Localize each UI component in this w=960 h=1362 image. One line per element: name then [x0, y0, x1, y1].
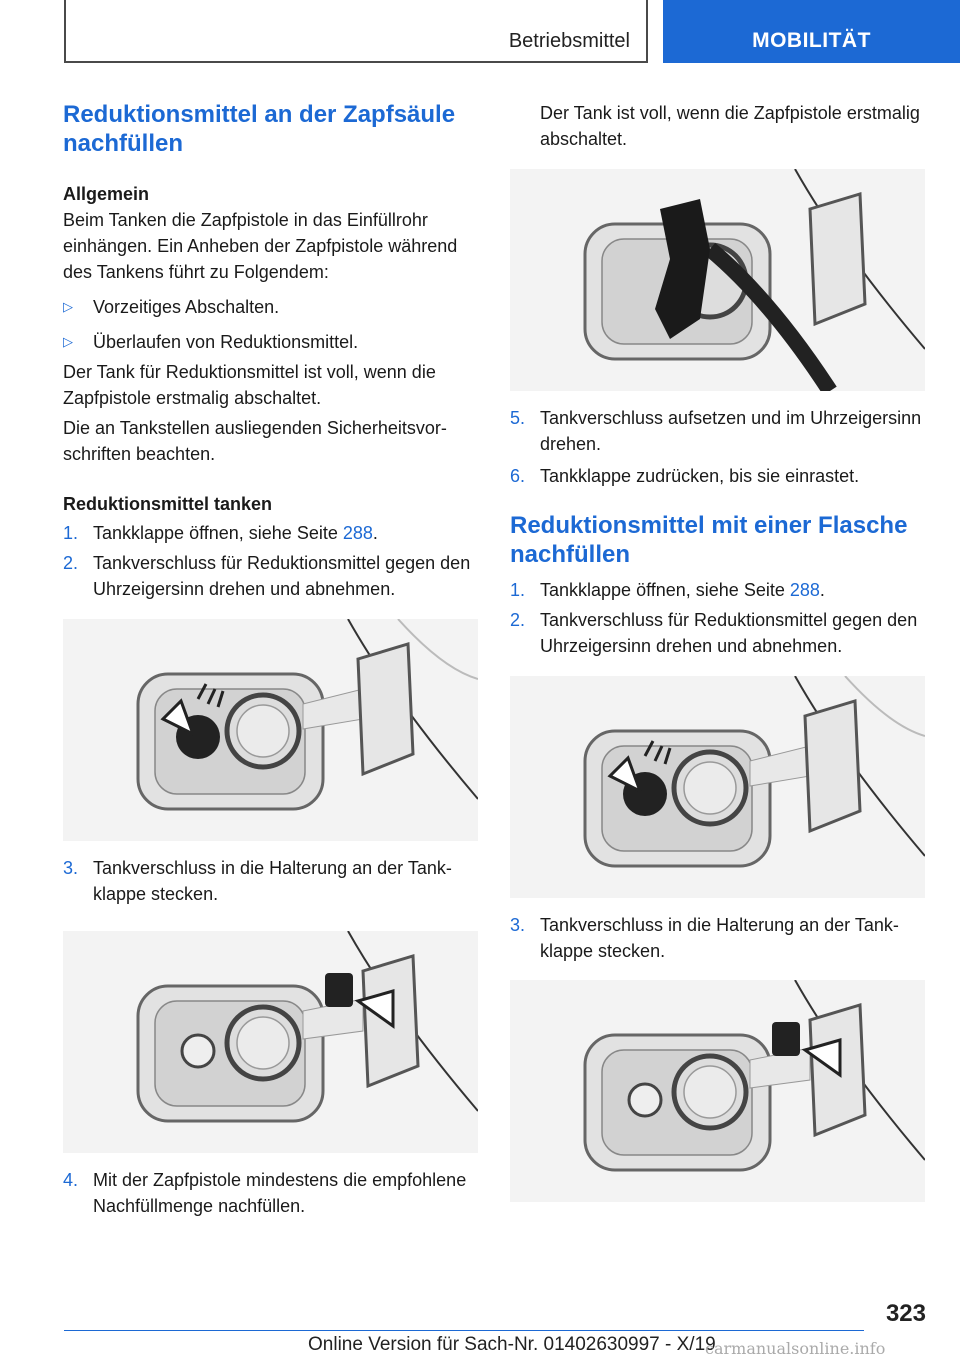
image-nozzle-filling: [510, 169, 925, 391]
bullet-item: ▷ Überlaufen von Reduktionsmittel.: [63, 329, 478, 355]
header-section-box: [64, 0, 648, 63]
page-link[interactable]: 288: [342, 523, 373, 543]
right-column: [510, 100, 925, 1202]
step-item: 1. Tankklappe öffnen, siehe Seite 288.: [63, 523, 378, 543]
page-link[interactable]: 288: [789, 580, 820, 600]
header-chapter-tab[interactable]: MOBILITÄT: [663, 0, 960, 63]
paragraph: Beim Tanken die Zapfpistole in das Einfüllrohr einhängen. Ein Anheben der Zapfpistole während des Tankens führt zu Folgendem:: [63, 210, 458, 282]
header-section: Betriebsmittel: [508, 30, 630, 52]
step-item: 2. Tankverschluss für Reduktionsmittel gegen den Uhrzeigersinn drehen und abnehmen.: [63, 553, 471, 599]
left-column: [63, 100, 478, 1219]
section-title: Reduktionsmittel mit einer Flasche nachfüllen: [510, 512, 908, 568]
image-cap-in-holder: [510, 980, 925, 1202]
bullet-icon: ▷: [63, 299, 73, 314]
section-title: Reduktionsmittel an der Zapfsäule nachfüllen: [63, 101, 456, 157]
subheading-refuel: Reduktionsmittel tanken: [63, 494, 273, 514]
image-cap-removed: [510, 676, 925, 898]
paragraph: Der Tank ist voll, wenn die Zapfpistole erstmalig abschaltet.: [540, 103, 920, 149]
watermark: carmanualsonline.info: [705, 1339, 886, 1358]
paragraph: Der Tank für Reduktionsmittel ist voll, wenn die Zapfpistole erstmalig abschaltet.: [63, 362, 436, 408]
step-item: 3. Tankverschluss in die Halterung an der Tankklappe stecken.: [63, 858, 452, 904]
step-item: 4. Mit der Zapfpistole mindestens die empfohlene Nachfüllmenge nachfüllen.: [63, 1170, 467, 1216]
paragraph: Die an Tankstellen ausliegenden Sicherheitsvorschriften beachten.: [63, 418, 447, 464]
bullet-icon: ▷: [63, 334, 73, 349]
step-item: 5. Tankverschluss aufsetzen und im Uhrzeigersinn drehen.: [510, 408, 922, 454]
step-item: 3. Tankverschluss in die Halterung an der Tankklappe stecken.: [510, 915, 899, 961]
step-item: 6. Tankklappe zudrücken, bis sie einrastet.: [510, 466, 860, 486]
step-item: 1. Tankklappe öffnen, siehe Seite 288.: [510, 580, 825, 600]
subheading-general: Allgemein: [63, 184, 150, 204]
bullet-item: ▷ Vorzeitiges Abschalten.: [63, 294, 478, 320]
page-number: 323: [885, 1300, 926, 1327]
image-cap-removed: [63, 619, 478, 841]
footer-rule: [64, 1330, 864, 1331]
footer-version: Online Version für Sach-Nr. 01402630997 - X/19: [308, 1334, 716, 1355]
step-item: 2. Tankverschluss für Reduktionsmittel gegen den Uhrzeigersinn drehen und abnehmen.: [510, 610, 918, 656]
image-cap-in-holder: [63, 931, 478, 1153]
